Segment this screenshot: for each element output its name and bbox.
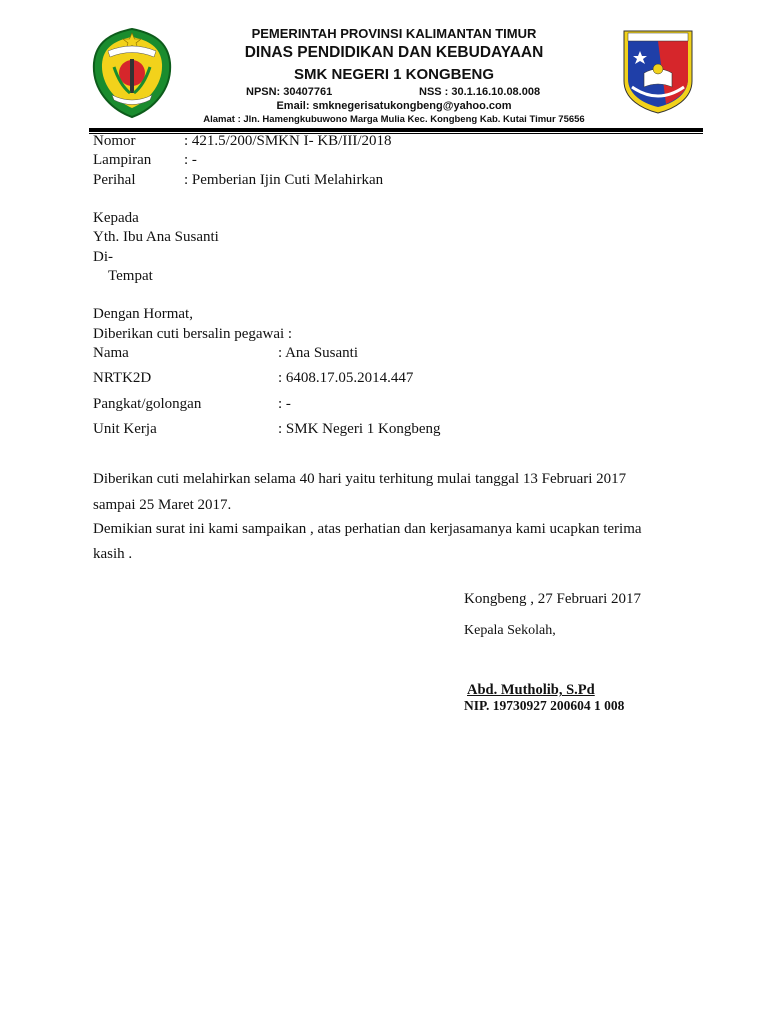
signature-position: Kepala Sekolah,	[464, 623, 556, 638]
letterhead-department: DINAS PENDIDIKAN DAN KEBUDAYAAN	[244, 44, 544, 61]
field-nrtk2d-label: NRTK2D	[93, 370, 152, 386]
letterhead-province: PEMERINTAH PROVINSI KALIMANTAN TIMUR	[251, 26, 537, 41]
field-pangkat-label: Pangkat/golongan	[93, 396, 202, 412]
lampiran-label: Lampiran	[93, 152, 152, 168]
perihal-value: : Pemberian Ijin Cuti Melahirkan	[184, 172, 384, 188]
nomor-value: : 421.5/200/SMKN I- KB/III/2018	[184, 133, 392, 149]
recipient-tempat: Tempat	[108, 268, 153, 284]
letterhead-divider-thick	[89, 128, 703, 132]
paragraph-closing-line1: Demikian surat ini kami sampaikan , atas perhatian dan kerjasamanya kami ucapkan terima	[93, 521, 642, 537]
letterhead-school-name: SMK NEGERI 1 KONGBENG	[293, 66, 495, 83]
field-unit-kerja-value: : SMK Negeri 1 Kongbeng	[278, 421, 441, 437]
field-pangkat-value: : -	[278, 396, 291, 412]
letterhead-address: Alamat : Jln. Hamengkubuwono Marga Mulia Kec. Kongbeng Kab. Kutai Timur 75656	[203, 114, 585, 125]
signature-place-date: Kongbeng , 27 Februari 2017	[464, 591, 642, 607]
recipient-name: Yth. Ibu Ana Susanti	[93, 229, 219, 245]
intro-text: Diberikan cuti bersalin pegawai :	[93, 326, 293, 342]
field-nama-label: Nama	[93, 345, 129, 361]
letterhead-divider-thin	[89, 133, 703, 134]
field-nrtk2d-value: : 6408.17.05.2014.447	[278, 370, 414, 386]
greeting: Dengan Hormat,	[93, 306, 193, 322]
paragraph-closing-line2: kasih .	[93, 546, 133, 562]
recipient-kepada: Kepada	[93, 210, 139, 226]
recipient-di: Di-	[93, 249, 113, 265]
letterhead-email: Email: smknegerisatukongbeng@yahoo.com	[276, 100, 512, 112]
lampiran-value: : -	[184, 152, 197, 168]
field-unit-kerja-label: Unit Kerja	[93, 421, 157, 437]
signature-name: Abd. Mutholib, S.Pd	[467, 682, 595, 698]
field-nama-value: : Ana Susanti	[278, 345, 359, 361]
perihal-label: Perihal	[93, 172, 136, 188]
npsn-text: NPSN: 30407761	[246, 86, 333, 98]
nomor-label: Nomor	[93, 133, 136, 149]
nss-text: NSS : 30.1.16.10.08.008	[419, 86, 541, 98]
paragraph-leave-line1: Diberikan cuti melahirkan selama 40 hari yaitu terhitung mulai tanggal 13 Februari 2017	[93, 471, 627, 487]
paragraph-leave-line2: sampai 25 Maret 2017.	[93, 497, 232, 513]
signature-nip: NIP. 19730927 200604 1 008	[464, 698, 625, 713]
